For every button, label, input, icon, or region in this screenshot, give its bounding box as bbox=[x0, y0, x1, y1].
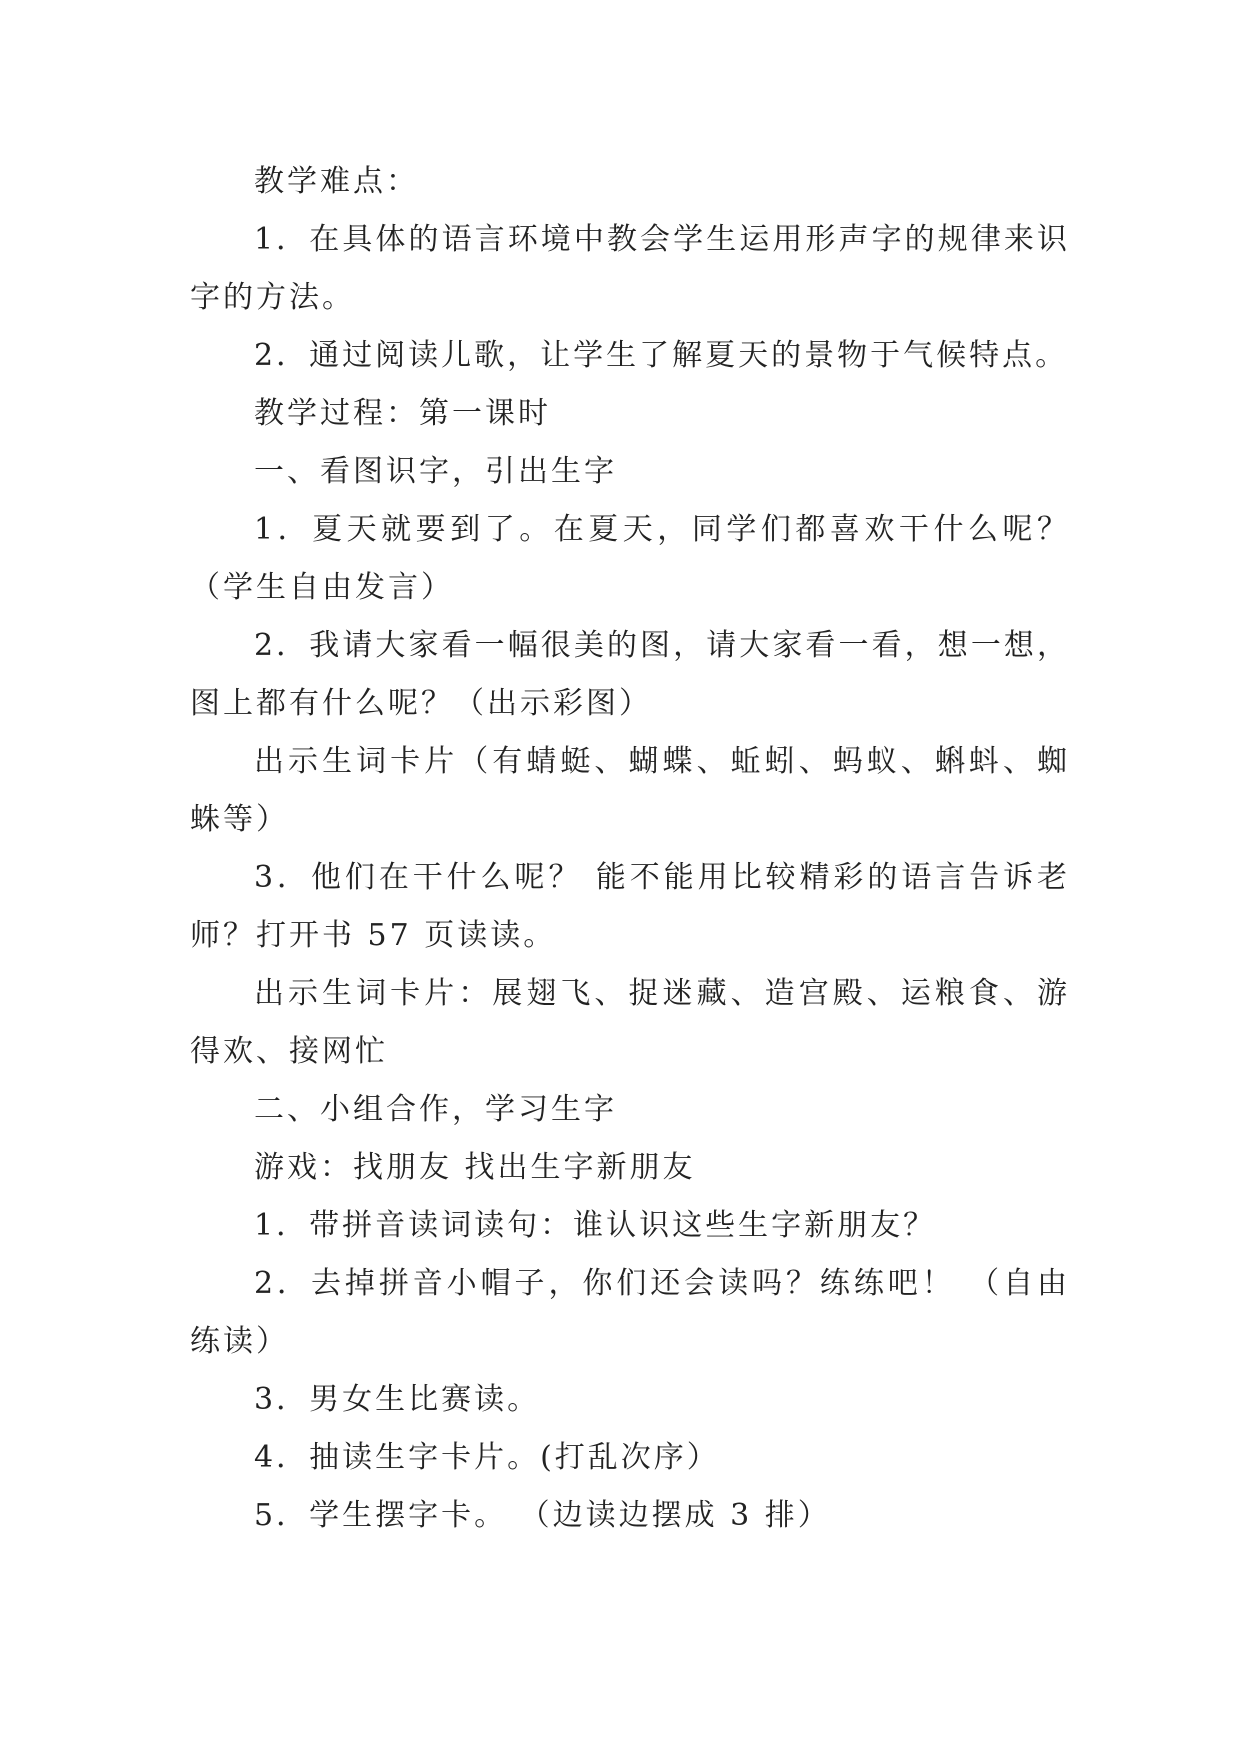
step-paragraph: 3．他们在干什么呢？ 能不能用比较精彩的语言告诉老师？打开书 57 页读读。 bbox=[190, 860, 1070, 953]
game-paragraph: 游戏：找朋友 找出生字新朋友 bbox=[254, 1150, 696, 1185]
step-paragraph: 5．学生摆字卡。 （边读边摆成 3 排） bbox=[254, 1498, 831, 1533]
step-paragraph: 4．抽读生字卡片。(打乱次序） bbox=[254, 1440, 720, 1475]
step-paragraph: 2．去掉拼音小帽子，你们还会读吗？练练吧！ （自由练读） bbox=[190, 1266, 1070, 1359]
step-paragraph: 2．我请大家看一幅很美的图，请大家看一看，想一想，图上都有什么呢？（出示彩图） bbox=[190, 628, 1070, 721]
step-paragraph: 3．男女生比赛读。 bbox=[254, 1382, 541, 1417]
difficulty-item-2: 2．通过阅读儿歌，让学生了解夏天的景物于气候特点。 bbox=[254, 338, 1069, 373]
step-paragraph: 1．夏天就要到了。在夏天，同学们都喜欢干什么呢？（学生自由发言） bbox=[190, 512, 1070, 605]
document-body bbox=[190, 153, 1070, 1545]
step-paragraph: 1．带拼音读词读句：谁认识这些生字新朋友？ bbox=[254, 1208, 937, 1243]
section-heading-process: 教学过程：第一课时 bbox=[254, 396, 551, 431]
difficulty-item-1: 1．在具体的语言环境中教会学生运用形声字的规律来识字的方法。 bbox=[190, 222, 1070, 315]
part-heading-1: 一、看图识字，引出生字 bbox=[254, 454, 617, 489]
section-heading-difficulties: 教学难点： bbox=[254, 164, 419, 199]
part-heading-2: 二、小组合作，学习生字 bbox=[254, 1092, 617, 1127]
word-card-paragraph: 出示生词卡片（有蜻蜓、蝴蝶、蚯蚓、蚂蚁、蝌蚪、蜘蛛等） bbox=[190, 744, 1070, 837]
word-card-paragraph: 出示生词卡片：展翅飞、捉迷藏、造宫殿、运粮食、游得欢、接网忙 bbox=[190, 976, 1070, 1069]
